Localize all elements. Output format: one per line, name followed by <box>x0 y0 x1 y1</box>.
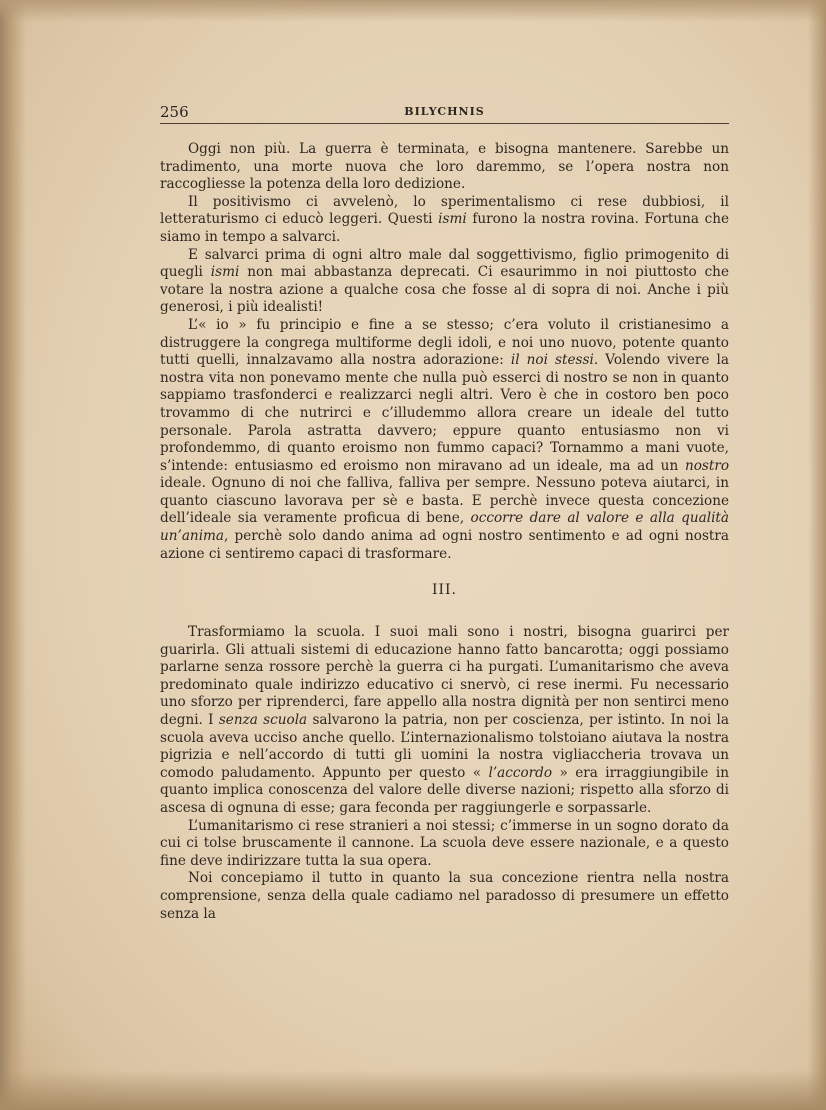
italic-text-run: senza scuola <box>218 711 308 728</box>
page-edge-shadow <box>808 0 826 1110</box>
italic-text-run: occorre dare al valore e alla qualità un’anima <box>160 510 730 545</box>
italic-text-run: ismi <box>210 264 240 281</box>
text-block-before-section <box>160 141 729 563</box>
page-edge-shadow <box>0 0 26 1110</box>
text-block-after-section <box>160 624 729 923</box>
text-run: L’umanitarismo ci rese stranieri a noi stessi; c’immerse in un sogno dorato da cui ci tolse bruscamente il cannone. La scuola deve essere nazionale, e a questo fine deve indirizzare tutta la sua opera. <box>160 817 729 869</box>
page-number: 256 <box>160 103 189 121</box>
italic-text-run: il noi stessi <box>510 352 594 369</box>
paragraph <box>160 247 729 317</box>
text-run: . Volendo vivere la nostra vita non ponevamo mente che nulla può esserci di nostro se non in quanto sappiamo trasfonderci e realizzarci negli altri. Vero è che in costoro ben poco trovammo di che nutrirci e c’illudemmo allora creare un ideale del tutto personale. Parola astratta davvero; eppure quanto entusiasmo non vi profondemmo, di quanto eroismo non fummo capaci? Tornammo a mani vuote, s’intende: entusiasmo ed eroismo non miravano ad un ideale, ma ad un <box>160 352 729 474</box>
paragraph <box>160 141 729 194</box>
page-edge-shadow <box>0 0 826 22</box>
page-edge-shadow <box>0 1070 826 1110</box>
paragraph <box>160 818 729 871</box>
paragraph <box>160 194 729 247</box>
text-run: non mai abbastanza deprecati. Ci esaurimmo in noi piuttosto che votare la nostra azione a qualche cosa che fosse al di sopra di noi. Anche i più generosi, i più idealisti! <box>160 264 729 316</box>
paragraph <box>160 870 729 923</box>
text-run: L’« io » fu principio e fine a se stesso; c’era voluto il cristianesimo a distruggere la congrega multiforme degli idoli, e noi uno nuovo, potente quanto tutti quelli, innalzavamo alla nostra adorazione: <box>160 316 729 369</box>
text-run: Il positivismo ci avvelenò, lo sperimentalismo ci rese dubbiosi, il letteraturismo ci educò leggeri. Questi <box>160 193 729 228</box>
text-run: salvarono la patria, non per coscienza, per istinto. In noi la scuola aveva ucciso anche quello. L’internazionalismo tolstoiano aiutava la nostra pigrizia e nell’accordo di tutti gli uomini la nostra vigliaccheria trovava un comodo paludamento. Appunto per questo « <box>160 711 729 781</box>
text-run: E salvarci prima di ogni altro male dal soggettivismo, figlio primogenito di quegli <box>160 246 729 281</box>
text-run: Oggi non più. La guerra è terminata, e bisogna mantenere. Sarebbe un tradimento, una morte nuova che loro daremmo, se l’opera nostra non raccogliesse la potenza della loro dedizione. <box>160 141 729 193</box>
page-header <box>160 103 729 124</box>
running-head: BILYCHNIS <box>404 105 485 118</box>
italic-text-run: ismi <box>438 211 467 228</box>
italic-text-run: nostro <box>684 457 729 474</box>
section-number: III. <box>431 582 458 598</box>
text-run: , perchè solo dando anima ad ogni nostro sentimento e ad ogni nostra azione ci sentiremo capaci di trasformare. <box>160 528 729 562</box>
text-run: » era irraggiungibile in quanto implica conoscenza del valore delle diverse nazioni; rispetto alla sforzo di ascesa di ognuna di esse; gara feconda per raggiungerle e sorpassarle. <box>160 764 729 816</box>
text-run: Trasformiamo la scuola. I suoi mali sono i nostri, bisogna guarirci per guarirla. Gli attuali sistemi di educazione hanno fatto bancarotta; oggi possiamo parlarne senza rossore perchè la guerra ci ha purgati. L’umanitarismo che aveva predominato quale indirizzo educativo ci snervò, ci rese inermi. Fu necessario uno sforzo per riprenderci, fare appello alla nostra dignità per non sentirci meno degni. I <box>160 624 729 728</box>
text-run: Noi concepiamo il tutto in quanto la sua concezione rientra nella nostra comprensione, senza della quale cadiamo nel paradosso di presumere un effetto senza la <box>160 870 729 922</box>
italic-text-run: l’accordo <box>488 764 553 781</box>
text-run: furono la nostra rovina. Fortuna che siamo in tempo a salvarci. <box>160 211 729 245</box>
paragraph <box>160 624 729 818</box>
text-run: ideale. Ognuno di noi che falliva, falliva per sempre. Nessuno poteva aiutarci, in quanto ciascuno lavorava per sè e basta. E perchè invece questa concezione dell’ideale sia veramente proficua di bene, <box>160 475 729 527</box>
paragraph <box>160 317 729 563</box>
